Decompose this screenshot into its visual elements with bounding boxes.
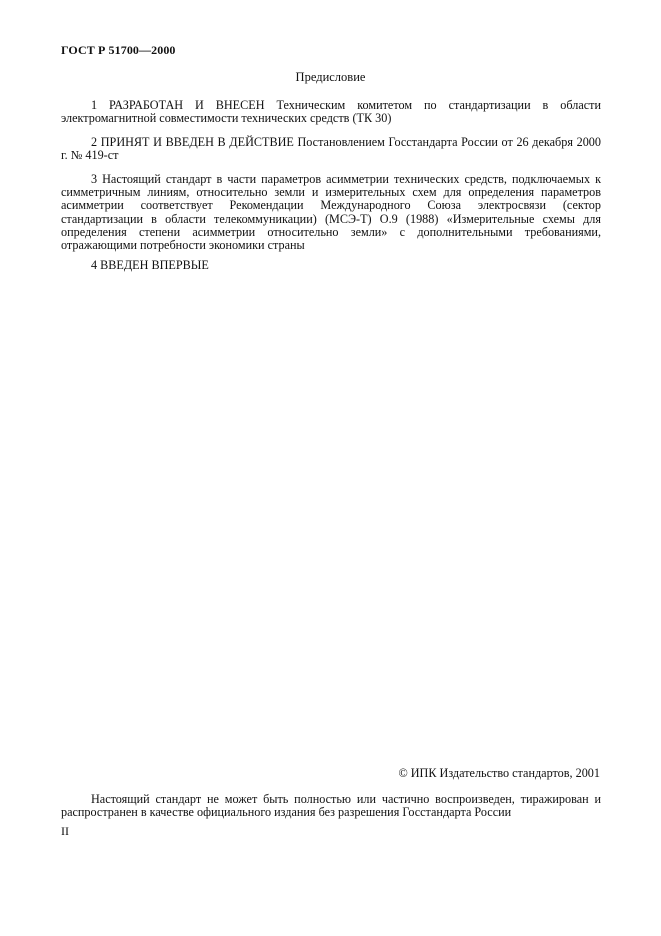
page-number: II [61, 824, 69, 838]
page-title: Предисловие [295, 70, 366, 84]
paragraph-developed-by: 1 РАЗРАБОТАН И ВНЕСЕН Техническим комитетом по стандартизации в области электромагнитной совместимости технических средств (ТК 30) [61, 98, 601, 126]
paragraph-adopted: 2 ПРИНЯТ И ВВЕДЕН В ДЕЙСТВИЕ Постановлением Госстандарта России от 26 декабря 2000 г. № 419-ст [61, 135, 601, 163]
paragraph-conformity: 3 Настоящий стандарт в части параметров асимметрии технических средств, подключаемых к симметричным линиям, относительно земли и измерительных схем для определения параметров асимметрии соответствует Рекомендации Международного Союза электросвязи (сектор стандартизации в области телекоммуникации) (МСЭ-Т) О.9 (1988) «Измерительные схемы для определения степени асимметрии относительно земли» с дополнительными требованиями, отражающими потребности экономики страны [61, 172, 601, 253]
paragraph-first-introduced: 4 ВВЕДЕН ВПЕРВЫЕ [91, 258, 209, 272]
reproduction-notice: Настоящий стандарт не может быть полностью или частично воспроизведен, тиражирован и распространен в качестве официального издания без разрешения Госстандарта России [61, 792, 601, 820]
copyright-line: © ИПК Издательство стандартов, 2001 [398, 766, 600, 780]
standard-number-header: ГОСТ Р 51700—2000 [61, 43, 176, 57]
